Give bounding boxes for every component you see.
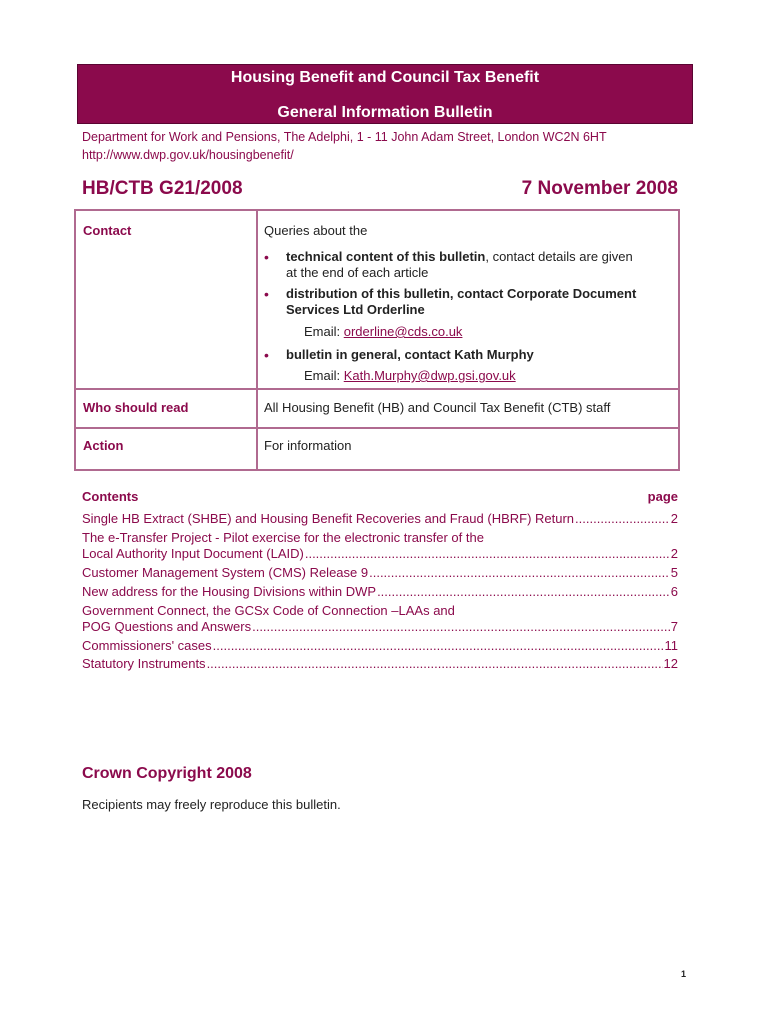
kath-email-link[interactable]: Kath.Murphy@dwp.gsi.gov.uk: [343, 368, 516, 383]
toc-item-page: 11: [664, 638, 678, 653]
table-row-divider: [76, 427, 678, 429]
bullet-distribution-line1: distribution of this bulletin, contact Corporate Document: [286, 286, 637, 301]
contents-page-heading: page: [647, 489, 678, 504]
recipients-note: Recipients may freely reproduce this bulletin.: [82, 797, 341, 812]
department-block: [82, 128, 607, 164]
toc-item-page: 2: [670, 546, 678, 561]
email-label: Email:: [304, 368, 344, 383]
info-table: [74, 209, 680, 471]
action-text: For information: [264, 438, 352, 453]
table-row-divider: [76, 388, 678, 390]
toc-item[interactable]: [82, 530, 678, 562]
toc-item-title-line1: The e-Transfer Project - Pilot exercise for the electronic transfer of the: [82, 530, 484, 545]
toc-item-title: Single HB Extract (SHBE) and Housing Benefit Recoveries and Fraud (HBRF) Return: [82, 511, 575, 526]
contents-heading: Contents: [82, 489, 139, 504]
toc-item-page: 6: [670, 584, 678, 599]
banner-band: [78, 89, 692, 100]
who-should-read-label: Who should read: [83, 400, 189, 415]
toc-item[interactable]: [82, 565, 678, 581]
toc-item-title: Local Authority Input Document (LAID): [82, 546, 304, 561]
banner-title: Housing Benefit and Council Tax Benefit: [230, 69, 540, 86]
toc-item[interactable]: [82, 656, 678, 672]
who-should-read-text: All Housing Benefit (HB) and Council Tax Benefit (CTB) staff: [264, 400, 611, 415]
banner-subtitle: General Information Bulletin: [277, 104, 493, 121]
toc-item-title: POG Questions and Answers: [82, 619, 252, 634]
toc-item[interactable]: [82, 638, 678, 654]
bullet-distribution-line2: Services Ltd Orderline: [286, 302, 425, 317]
toc-item-page: 7: [670, 619, 678, 634]
bulletin-date: 7 November 2008: [521, 178, 678, 199]
toc-item-page: 2: [670, 511, 678, 526]
department-url[interactable]: http://www.dwp.gov.uk/housingbenefit/: [82, 148, 294, 162]
toc-item-title-line1: Government Connect, the GCSx Code of Connection –LAAs and: [82, 603, 455, 618]
bullet-icon: •: [264, 249, 269, 265]
bullet-technical-line2: at the end of each article: [286, 265, 429, 280]
kath-email-row: [304, 368, 516, 383]
toc-item[interactable]: [82, 511, 678, 527]
action-label: Action: [83, 438, 124, 453]
toc-item-page: 5: [670, 565, 678, 580]
table-column-divider: [256, 211, 258, 469]
toc-item-title: New address for the Housing Divisions within DWP: [82, 584, 377, 599]
copyright-heading: Crown Copyright 2008: [82, 765, 252, 782]
contact-intro: Queries about the: [264, 223, 368, 238]
toc-item-title: Customer Management System (CMS) Release 9: [82, 565, 369, 580]
page-number: 1: [680, 969, 686, 979]
bullet-technical-bold: technical content of this bulletin: [286, 249, 486, 264]
toc-item-title: Statutory Instruments: [82, 656, 206, 671]
orderline-email-row: [304, 324, 462, 339]
email-label: Email:: [304, 324, 344, 339]
bullet-general-text: bulletin in general, contact Kath Murphy: [286, 347, 534, 362]
bullet-technical-rest: , contact details are given: [485, 249, 633, 264]
toc-item[interactable]: [82, 603, 678, 635]
toc-item[interactable]: [82, 584, 678, 600]
bullet-icon: •: [264, 286, 269, 302]
bulletin-reference: HB/CTB G21/2008: [82, 178, 243, 199]
orderline-email-link[interactable]: orderline@cds.co.uk: [343, 324, 463, 339]
contact-label: Contact: [83, 223, 132, 238]
department-address: Department for Work and Pensions, The Adelphi, 1 - 11 John Adam Street, London WC2N 6HT: [82, 130, 607, 144]
toc-item-page: 12: [663, 656, 678, 671]
bullet-icon: •: [264, 347, 269, 363]
bulletin-banner: [77, 64, 693, 124]
toc-item-title: Commissioners' cases: [82, 638, 212, 653]
